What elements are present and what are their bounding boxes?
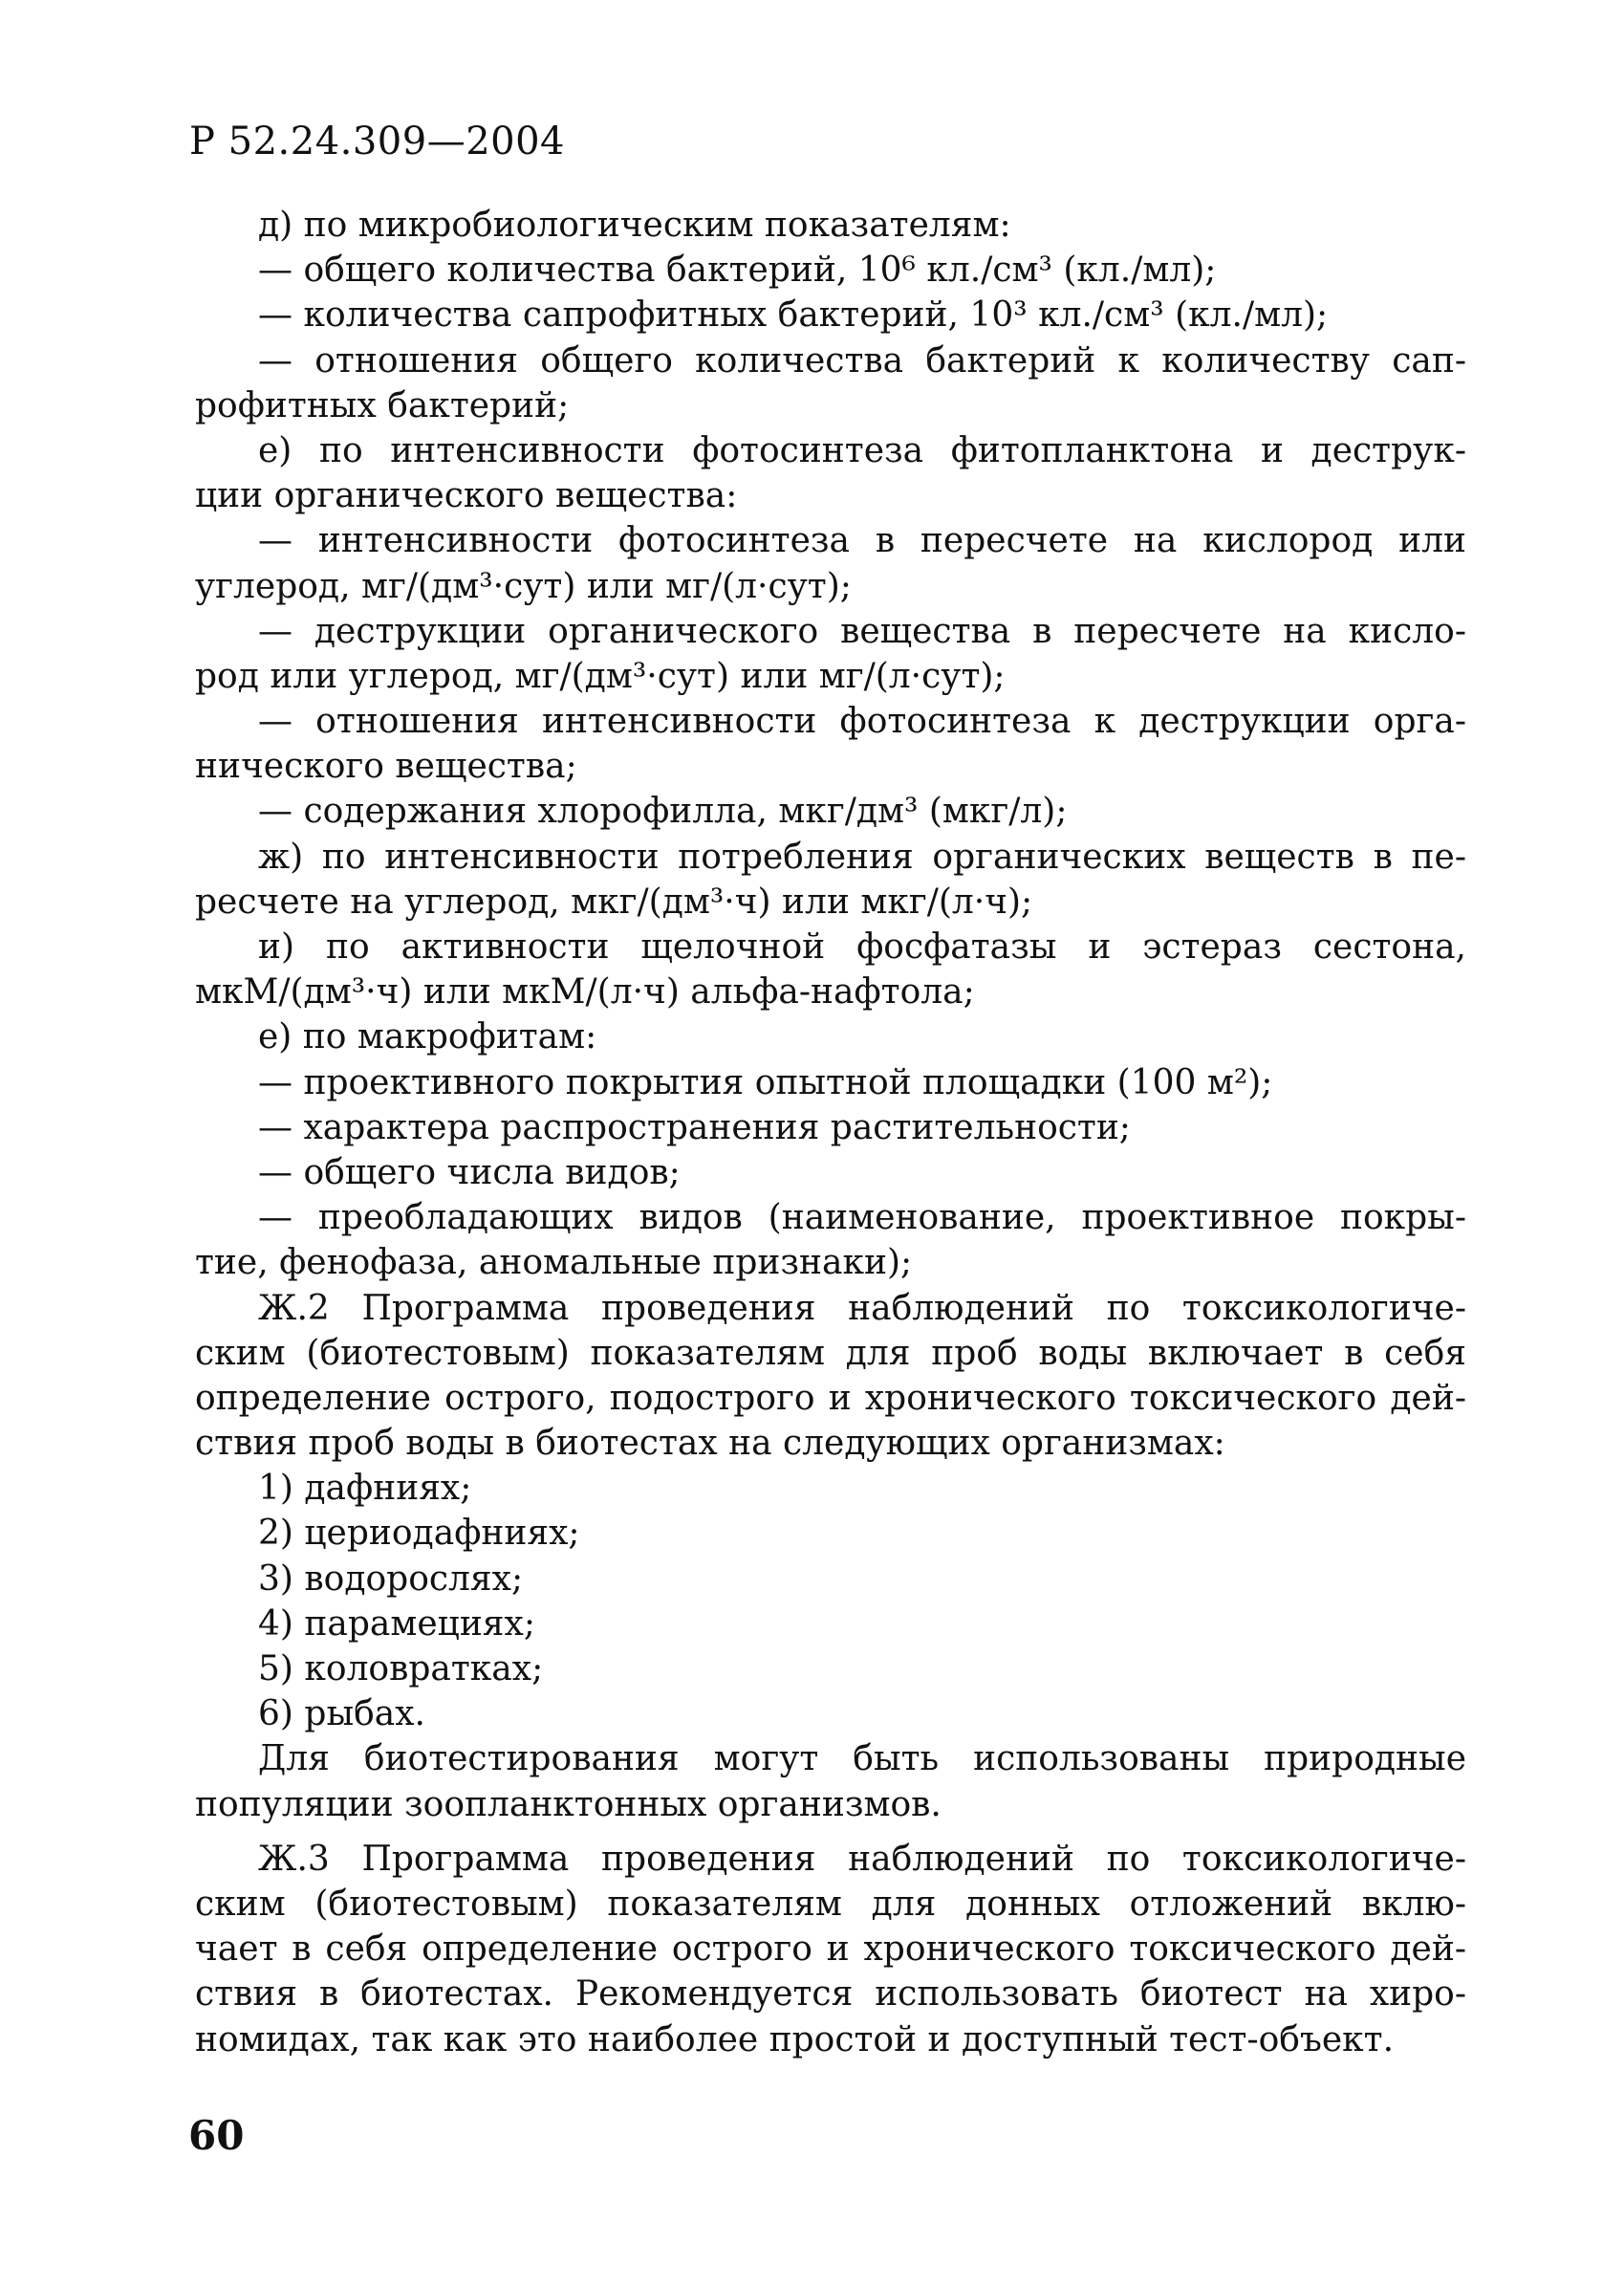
text-line: ции органического вещества: [195,476,738,516]
text-line: популяции зоопланктонных организмов. [195,1784,942,1824]
document-code: Р 52.24.309—2004 [189,120,565,163]
text-line: 6) рыбах. [258,1694,425,1734]
text-line: е) по макрофитам: [258,1017,597,1057]
text-line: 5) коловратках; [258,1649,544,1689]
text-line: и) по активности щелочной фосфатазы и эстераз сестона, [258,927,1466,967]
text-line: определение острого, подострого и хронического токсического дей- [195,1378,1466,1418]
text-line: номидах, так как это наиболее простой и доступный тест-объект. [195,2019,1395,2059]
text-line: 4) парамециях; [258,1603,535,1644]
text-line: род или углерод, мг/(дм³·сут) или мг/(л·сут); [195,656,1006,696]
body-text [195,203,1466,2062]
text-line: ствия в биотестах. Рекомендуется использовать биотест на хиро- [195,1974,1466,2015]
text-line: ресчете на углерод, мкг/(дм³·ч) или мкг/(л·ч); [195,882,1033,922]
text-line: нического вещества; [195,747,577,787]
text-line: 1) дафниях; [258,1469,472,1509]
text-line: ским (биотестовым) показателям для донных отложений вклю- [195,1884,1466,1924]
text-line: — преобладающих видов (наименование, проективное покры- [258,1198,1466,1238]
text-line: углерод, мг/(дм³·сут) или мг/(л·сут); [195,566,852,606]
text-line: — общего количества бактерий, 10⁶ кл./см³ (кл./мл); [258,251,1217,291]
text-line: 2) цериодафниях; [258,1514,580,1554]
text-line: — отношения интенсивности фотосинтеза к деструкции орга- [258,702,1466,742]
text-line: рофитных бактерий; [195,385,570,425]
text-line: — деструкции органического вещества в пересчете на кисло- [258,611,1466,651]
text-line: Для биотестирования могут быть использованы природные [258,1739,1466,1779]
text-line: — интенсивности фотосинтеза в пересчете на кислород или [258,521,1466,561]
text-line: ж) по интенсивности потребления органических веществ в пе- [258,837,1466,877]
text-line: чает в себя определение острого и хронического токсического дей- [195,1929,1466,1970]
text-line: — проективного покрытия опытной площадки (100 м²); [258,1062,1273,1102]
page-number: 60 [188,2112,245,2159]
text-line: — отношения общего количества бактерий к количеству сап- [258,340,1466,381]
text-line: тие, фенофаза, аномальные признаки); [195,1243,913,1283]
text-line: Ж.3 Программа проведения наблюдений по токсикологиче- [258,1839,1466,1879]
text-line: е) по интенсивности фотосинтеза фитопланктона и деструк- [258,430,1466,470]
text-line: мкМ/(дм³·ч) или мкМ/(л·ч) альфа-нафтола; [195,972,975,1013]
text-line: ствия проб воды в биотестах на следующих организмах: [195,1424,1225,1464]
text-line: д) по микробиологическим показателям: [258,206,1011,245]
text-line: ским (биотестовым) показателям для проб воды включает в себя [195,1333,1466,1373]
text-line: — характера распространения растительности; [258,1107,1131,1147]
text-line: — количества сапрофитных бактерий, 10³ кл./см³ (кл./мл); [258,295,1329,336]
text-line: — общего числа видов; [258,1152,681,1192]
text-line: — содержания хлорофилла, мкг/дм³ (мкг/л); [258,792,1068,832]
text-line: Ж.2 Программа проведения наблюдений по токсикологиче- [258,1288,1466,1328]
text-line: 3) водорослях; [258,1558,524,1599]
